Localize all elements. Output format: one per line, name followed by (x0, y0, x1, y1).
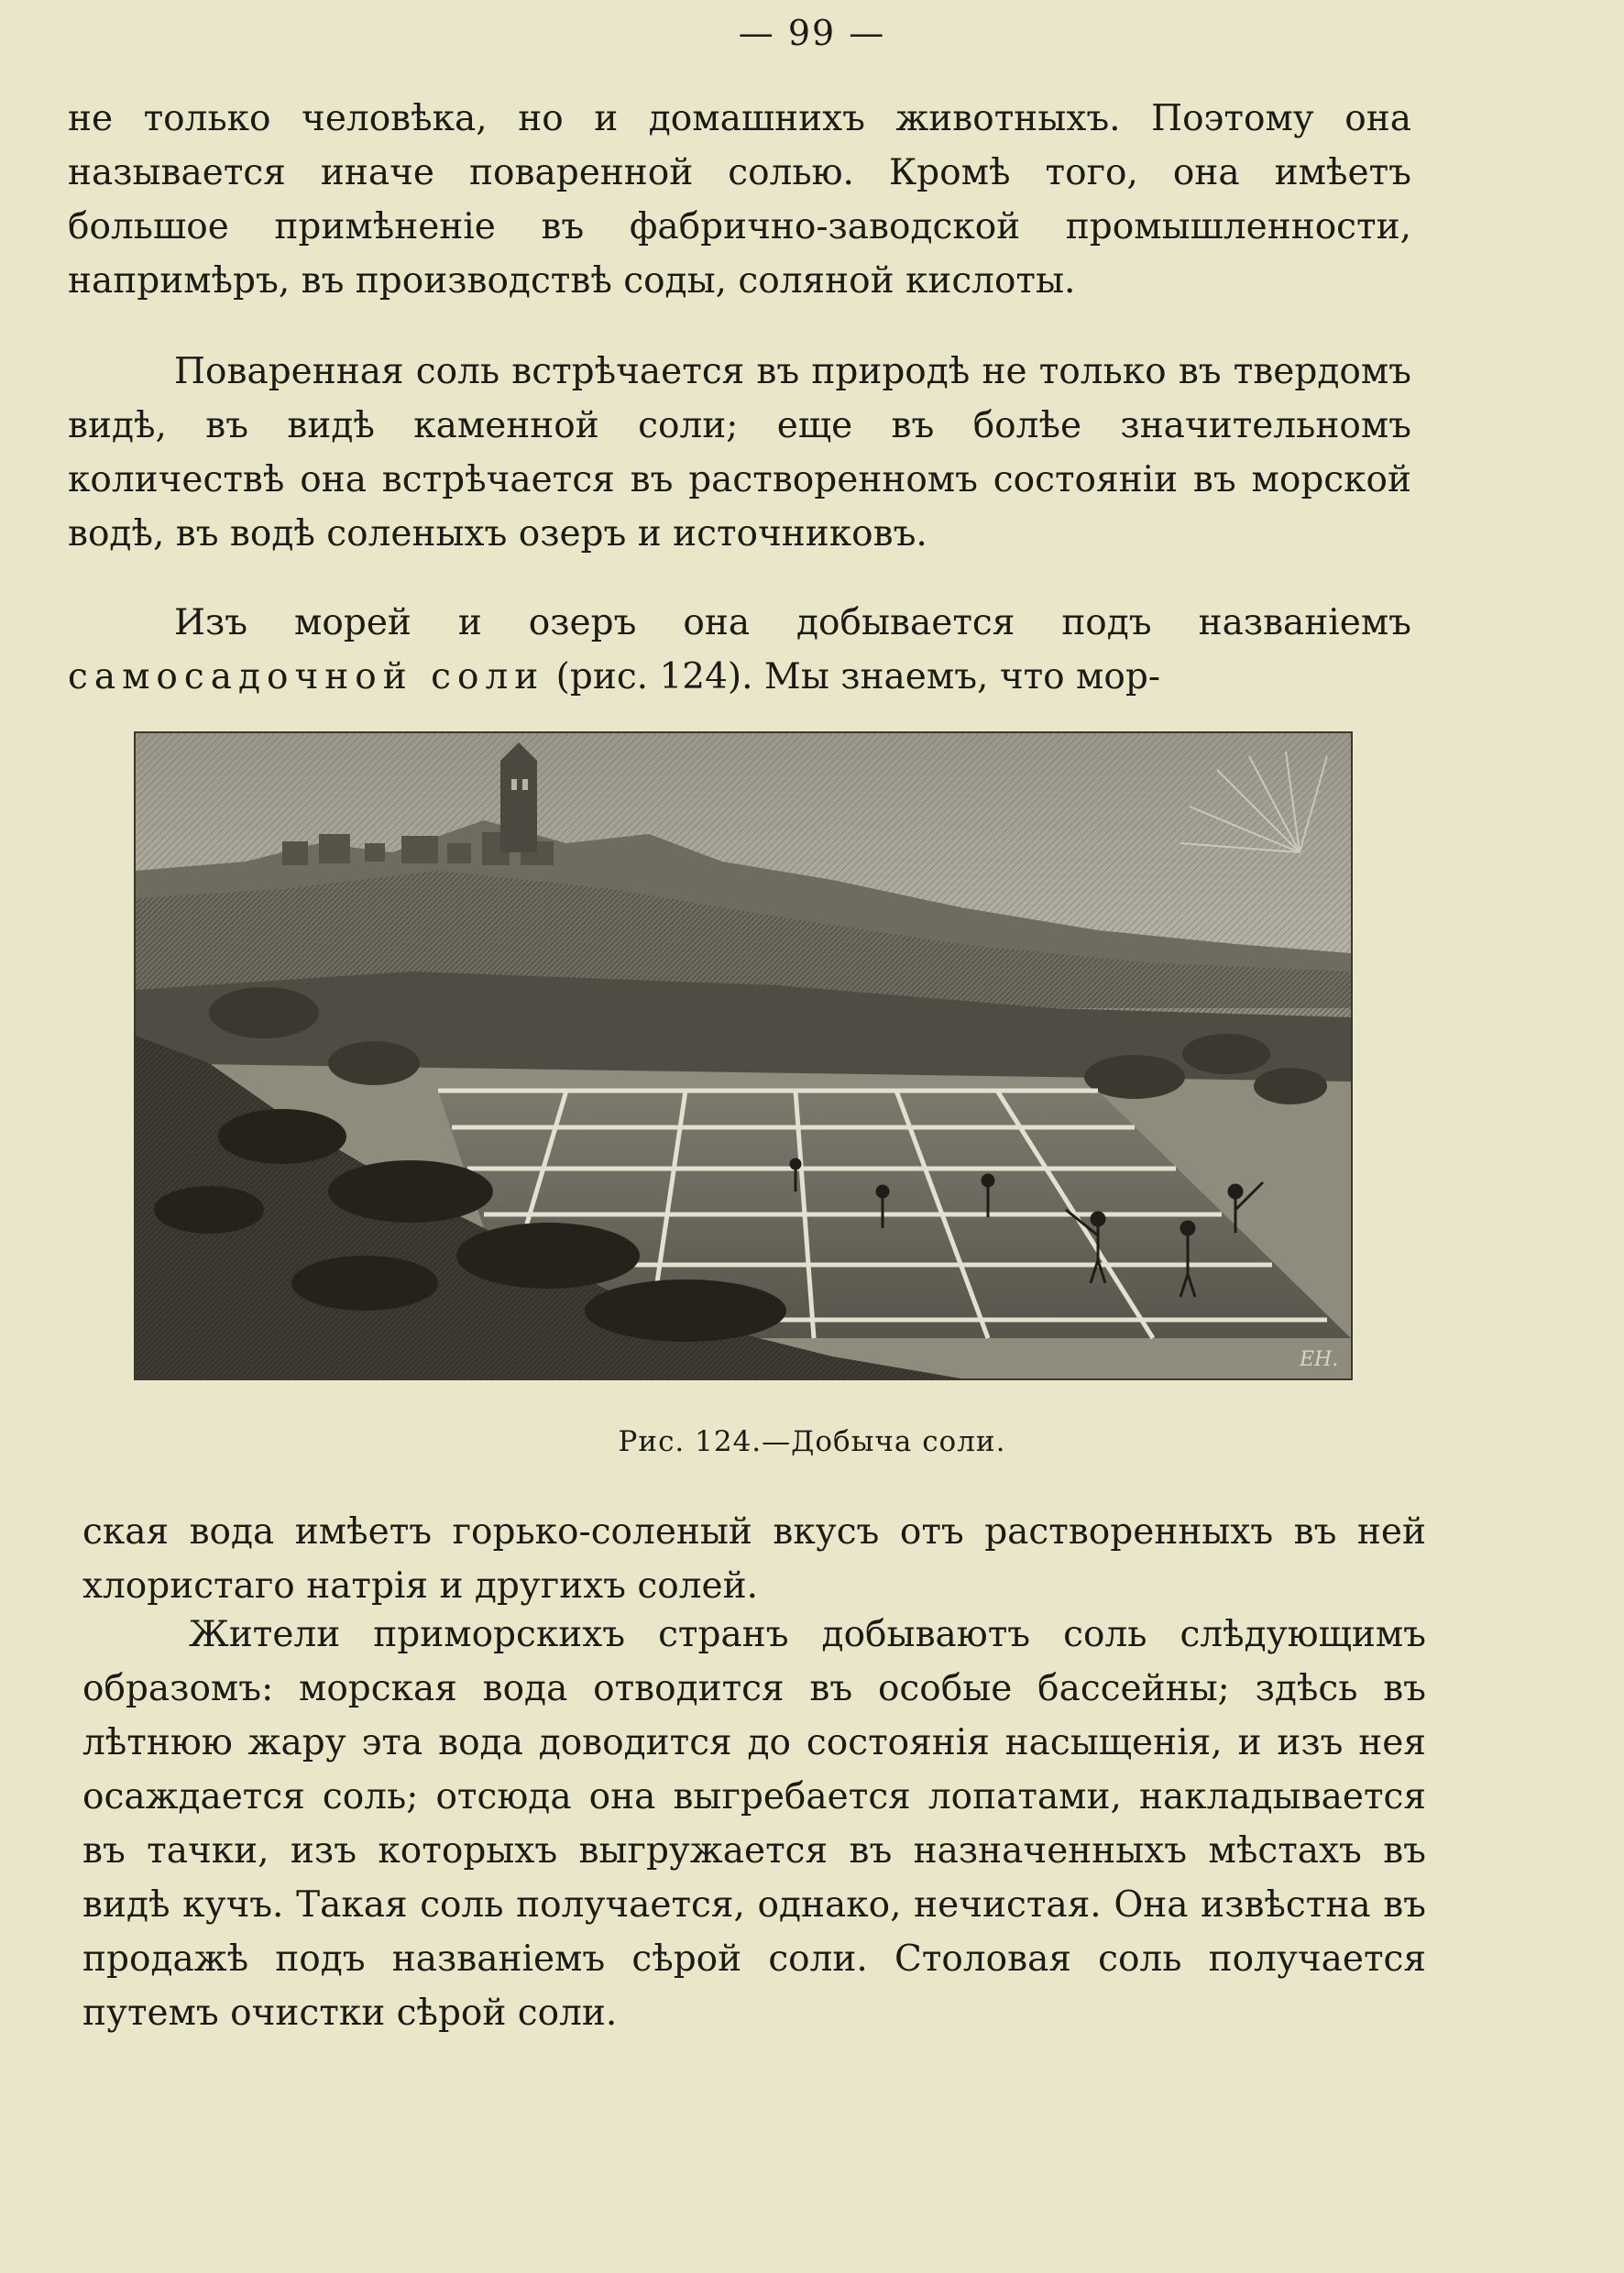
church-tower (500, 742, 537, 852)
engraver-signature: EH. (1300, 1348, 1339, 1371)
paragraph-4: ская вода имѣетъ горько-соленый вкусъ отъ растворенныхъ въ ней хлористаго натрія и другихъ солей. (82, 1511, 1426, 1607)
salt-extraction-illustration (134, 731, 1353, 1380)
figure-caption: Рис. 124.—Добыча соли. (618, 1425, 1006, 1458)
paragraph-2: Поваренная соль встрѣчается въ природѣ не только въ твердомъ видѣ, въ видѣ каменной соли; еще въ болѣе значительномъ количествѣ она встрѣчается въ растворенномъ состояніи въ морской водѣ, въ водѣ соленыхъ озеръ и источниковъ. (68, 351, 1411, 555)
paragraph-3-end: (рис. 124). Мы знаемъ, что мор- (544, 656, 1161, 697)
term-self-settling-salt: самосадочной соли (68, 656, 545, 697)
paragraph-1: не только человѣка, но и домашнихъ животныхъ. Поэтому она называется иначе поваренной солью. Кромѣ того, она имѣетъ большое примѣненіе въ фабрично-заводской промышленности, напримѣръ, въ производствѣ соды, соляной кислоты. (68, 98, 1411, 302)
paragraph-5: Жители приморскихъ странъ добываютъ соль слѣдующимъ образомъ: морская вода отводится въ особые бассейны; здѣсь въ лѣтнюю жару эта вода доводится до состоянія насыщенія, и изъ нея осаждается соль; отсюда она выгребается лопатами, накладывается въ тачки, изъ которыхъ выгружается въ назначенныхъ мѣстахъ въ видѣ кучъ. Такая соль получается, однако, нечистая. Она извѣстна въ продажѣ подъ названіемъ сѣрой соли. Столовая соль получается путемъ очистки сѣрой соли. (82, 1614, 1426, 2034)
page-number: — 99 — (738, 13, 886, 53)
paragraph-3 (68, 596, 1411, 704)
paragraph-3-start: Изъ морей и озеръ она добывается подъ названіемъ (174, 602, 1411, 643)
